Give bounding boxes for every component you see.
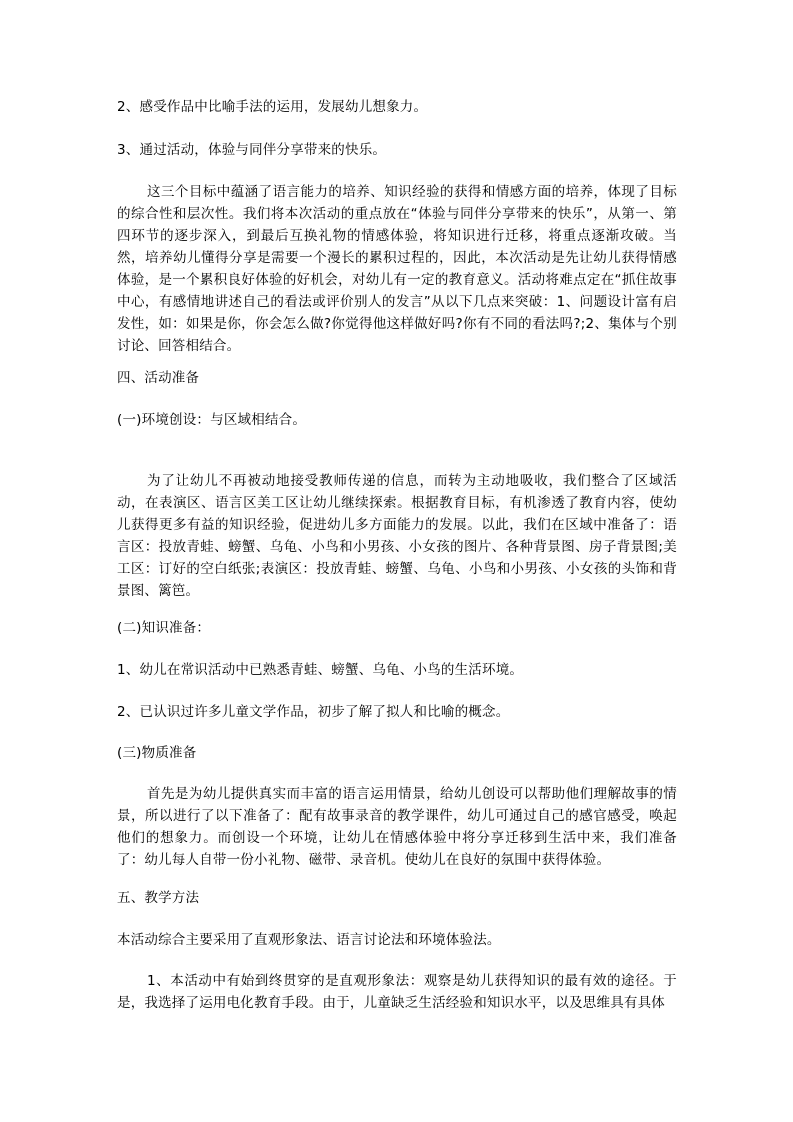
goals-summary: 这三个目标中蕴涵了语言能力的培养、知识经验的获得和情感方面的培养，体现了目标的综合性和层次性。我们将本次活动的重点放在“体验与同伴分享带来的快乐”，从第一、第四环节的逐步深入，到最后互换礼物的情感体验，将知识进行迁移，将重点逐渐攻破。当然，培养幼儿懂得分享是需要一个漫长的累积过程的，因此，本次活动是先让幼儿获得情感体验，是一个累积良好体验的好机会，对幼儿有一定的教育意义。活动将难点定在“抓住故事中心，有感情地讲述自己的看法或评价别人的发言”从以下几点来突破：1、问题设计富有启发性，如：如果是你，你会怎么做?你觉得他这样做好吗?你有不同的看法吗?;2、集体与个别讨论、回答相结合。	[117, 184, 677, 354]
section-5-heading: 五、教学方法	[117, 890, 200, 906]
knowledge-heading: (二)知识准备：	[117, 620, 211, 636]
knowledge-item-1: 1、幼儿在常识活动中已熟悉青蛙、螃蟹、乌龟、小鸟的生活环境。	[117, 662, 524, 678]
knowledge-item-2: 2、已认识过许多儿童文学作品，初步了解了拟人和比喻的概念。	[117, 704, 510, 720]
goal-3: 3、通过活动，体验与同伴分享带来的快乐。	[117, 142, 387, 158]
section-4-heading: 四、活动准备	[117, 370, 200, 386]
methods-intro: 本活动综合主要采用了直观形象法、语言讨论法和环境体验法。	[117, 932, 501, 948]
goal-2: 2、感受作品中比喻手法的运用，发展幼儿想象力。	[117, 99, 428, 115]
env-body: 为了让幼儿不再被动地接受教师传递的信息，而转为主动地吸收，我们整合了区域活动，在表演区、语言区美工区让幼儿继续探索。根据教育目标，有机渗透了教育内容，使幼儿获得更多有益的知识经验，促进幼儿多方面能力的发展。以此，我们在区域中准备了：语言区：投放青蛙、螃蟹、乌龟、小鸟和小男孩、小女孩的图片、各种背景图、房子背景图;美工区：订好的空白纸张;表演区：投放青蛙、螃蟹、乌龟、小鸟和小男孩、小女孩的头饰和背景图、篱笆。	[117, 473, 677, 599]
material-heading: (三)物质准备	[117, 745, 197, 761]
env-heading: (一)环境创设：与区域相结合。	[117, 412, 307, 428]
material-body: 首先是为幼儿提供真实而丰富的语言运用情景，给幼儿创设可以帮助他们理解故事的情景，所以进行了以下准备了：配有故事录音的教学课件，幼儿可通过自己的感官感受，唤起他们的想象力。而创设一个环境，让幼儿在情感体验中将分享迁移到生活中来，我们准备了：幼儿每人自带一份小礼物、磁带、录音机。使幼儿在良好的氛围中获得体验。	[117, 786, 677, 868]
method-1: 1、本活动中有始到终贯穿的是直观形象法：观察是幼儿获得知识的最有效的途径。于是，我选择了运用电化教育手段。由于，儿童缺乏生活经验和知识水平，以及思维具有具体	[117, 973, 677, 1011]
